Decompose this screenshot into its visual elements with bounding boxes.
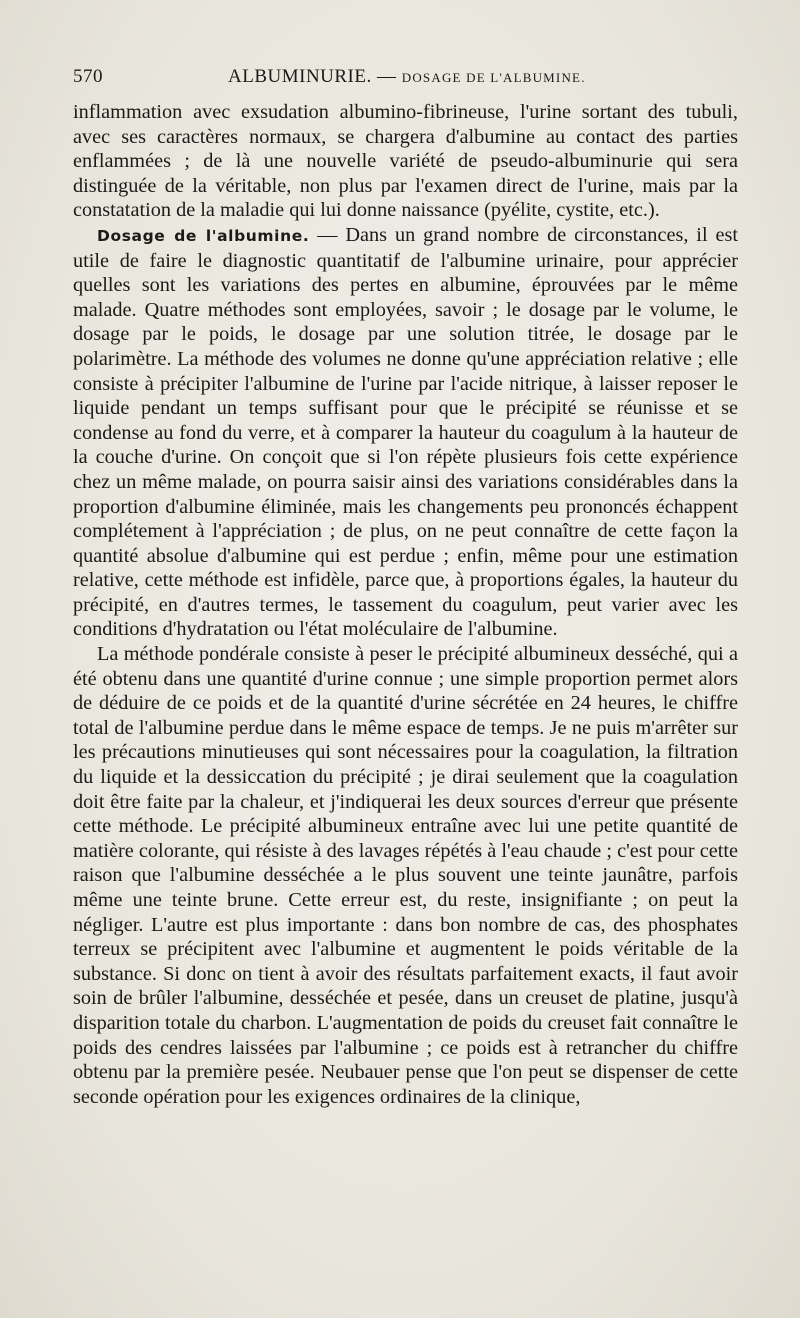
body-text — [73, 100, 738, 1109]
paragraph-dosage-text: — Dans un grand nombre de circonstances, il est utile de faire le diagnostic quantitatif de l'albumine urinaire, pour apprécier quelles sont les variations des pertes en albumine, éprouvées par le même malade. Quatre méthodes sont employées, savoir ; le dosage par le volume, le dosage par le poids, le dosage par une solution titrée, le dosage par le polarimètre. La méthode des volumes ne donne qu'une appréciation relative ; elle consiste à précipiter l'albumine de l'urine par l'acide nitrique, à laisser reposer le liquide pendant un temps suffisant pour que le précipité se réunisse et se condense au fond du verre, et à comparer la hauteur du coagulum à la hauteur de la couche d'urine. On conçoit que si l'on répète plusieurs fois cette expérience chez un même malade, on pourra saisir ainsi des variations considérables dans la proportion d'albumine éliminée, mais les changements peu prononcés échappent complétement à l'appréciation ; de plus, on ne peut connaître de cette façon la quantité absolue d'albumine qui est perdue ; enfin, même pour une estimation relative, cette méthode est infidèle, parce que, à proportions égales, la hauteur du précipité, en d'autres termes, le tassement du coagulum, peut varier avec les conditions d'hydratation ou l'état moléculaire de l'albumine. — [73, 223, 739, 641]
page-number: 570 — [73, 66, 103, 87]
paragraph-continuation: inflammation avec exsudation albumino-fibrineuse, l'urine sortant des tubuli, avec ses caractères normaux, se chargera d'albumine au contact des parties enflammées ; de là une nouvelle variété de pseudo-albuminurie qui sera distinguée de la véritable, non plus par l'examen direct de l'urine, mais par la constatation de la maladie qui lui donne naissance (pyélite, cystite, etc.). — [73, 101, 738, 222]
running-title-main: ALBUMINURIE. — [228, 66, 372, 87]
page-header — [73, 62, 738, 92]
running-title-sub: DOSAGE DE L'ALBUMINE. — [401, 70, 586, 85]
section-heading: Dosage de l'albumine. — [97, 226, 310, 245]
running-title-separator: — — [377, 66, 402, 87]
paragraph-dosage — [73, 223, 738, 642]
running-title — [228, 66, 586, 88]
paragraph-methode-ponderale: La méthode pondérale consiste à peser le précipité albumineux desséché, qui a été obtenu dans une quantité d'urine connue ; une simple proportion permet alors de déduire de ce poids et de la quantité d'urine sécrétée en 24 heures, le chiffre total de l'albumine perdue dans le même espace de temps. Je ne puis m'arrêter sur les précautions minutieuses qui sont nécessaires pour la coagulation, la filtration du liquide et la dessiccation du précipité ; je dirai seulement que la coagulation doit être faite par la chaleur, et j'indiquerai les deux sources d'erreur que présente cette méthode. Le précipité albumineux entraîne avec lui une petite quantité de matière colorante, qui résiste à des lavages répétés à l'eau chaude ; c'est pour cette raison que l'albumine desséchée a le plus souvent une teinte jaunâtre, parfois même une teinte brune. Cette erreur est, du reste, insignifiante ; on peut la négliger. L'autre est plus importante : dans bon nombre de cas, des phosphates terreux se précipitent avec l'albumine et augmentent le poids véritable de la substance. Si donc on tient à avoir des résultats parfaitement exacts, il faut avoir soin de brûler l'albumine, desséchée et pesée, dans un creuset de platine, jusqu'à disparition totale du charbon. L'augmentation de poids du creuset fait connaître le poids des cendres laissées par l'albumine ; ce poids est à retrancher du chiffre obtenu par la première pesée. Neubauer pense que l'on peut se dispenser de cette seconde opération pour les exigences ordinaires de la clinique, — [73, 643, 738, 1108]
